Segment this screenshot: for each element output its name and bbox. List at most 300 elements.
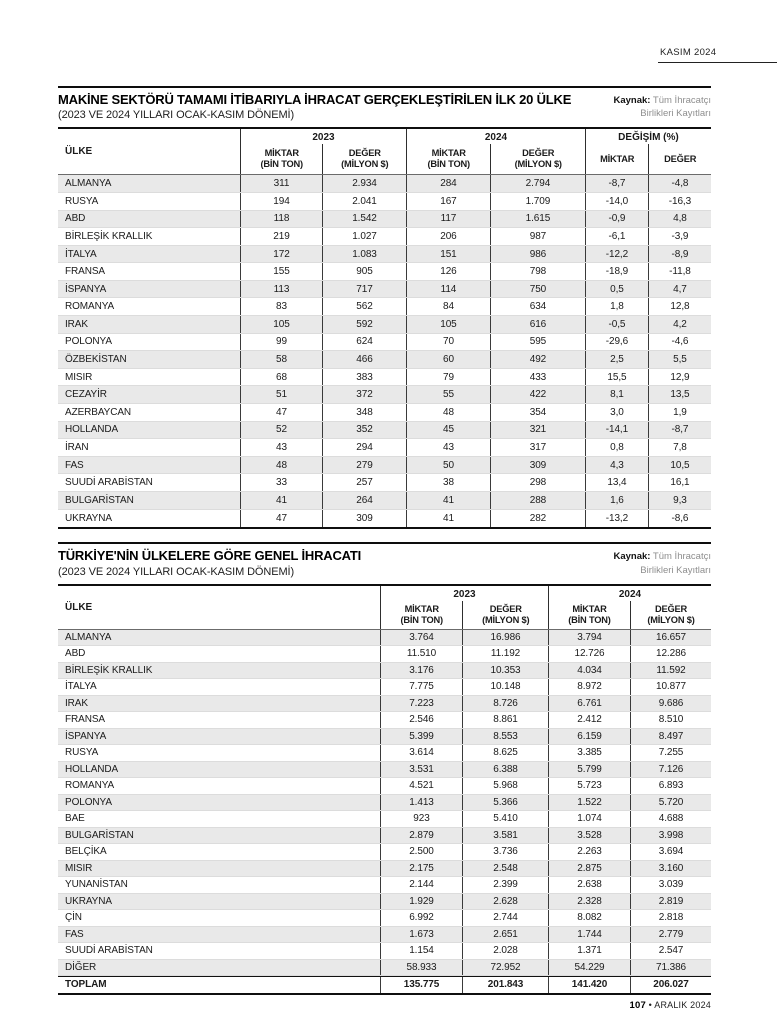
country-cell: ÇİN xyxy=(65,912,82,924)
value-cell: 6.893 xyxy=(630,778,711,794)
value-cell: -14,1 xyxy=(585,422,648,439)
value-cell: 309 xyxy=(322,510,406,528)
value-cell: 294 xyxy=(322,439,406,456)
value-cell: 1.371 xyxy=(548,943,630,959)
value-cell: 4.521 xyxy=(380,778,462,794)
value-cell: 16.986 xyxy=(462,630,548,646)
value-cell: 5.410 xyxy=(462,811,548,827)
country-cell: POLONYA xyxy=(65,336,112,348)
value-cell: -4,8 xyxy=(648,175,711,192)
value-cell: 8.972 xyxy=(548,679,630,695)
value-cell: 1.615 xyxy=(490,211,585,228)
table1-body xyxy=(58,175,711,529)
value-cell: 8,1 xyxy=(585,386,648,403)
value-cell: 3.614 xyxy=(380,745,462,761)
value-cell: 5.366 xyxy=(462,795,548,811)
value-cell: 0,5 xyxy=(585,281,648,298)
country-cell: İTALYA xyxy=(65,248,97,260)
footer-date: ARALIK 2024 xyxy=(654,999,711,1010)
value-cell: 1.542 xyxy=(322,211,406,228)
value-cell: 348 xyxy=(322,404,406,421)
value-cell: 47 xyxy=(240,404,322,421)
table-general-exports xyxy=(58,584,711,995)
value-cell: 118 xyxy=(240,211,322,228)
value-cell: 1,9 xyxy=(648,404,711,421)
value-cell: 83 xyxy=(240,298,322,315)
value-cell: 155 xyxy=(240,263,322,280)
kaynak-label: Kaynak: xyxy=(613,95,651,106)
value-cell: 38 xyxy=(406,474,490,491)
value-cell: 10,5 xyxy=(648,457,711,474)
value-cell: 257 xyxy=(322,474,406,491)
value-cell: 466 xyxy=(322,351,406,368)
value-cell: 45 xyxy=(406,422,490,439)
page-content xyxy=(58,0,711,1011)
value-cell: 194 xyxy=(240,193,322,210)
value-cell: 1.074 xyxy=(548,811,630,827)
value-cell: 52 xyxy=(240,422,322,439)
value-cell: 5.399 xyxy=(380,729,462,745)
table-row xyxy=(58,386,711,404)
value-cell: 60 xyxy=(406,351,490,368)
value-cell: 2.144 xyxy=(380,877,462,893)
table-row xyxy=(58,334,711,352)
table2-header xyxy=(58,584,711,630)
subcol-change-miktar-header: MİKTAR xyxy=(600,153,635,164)
value-cell: 2.875 xyxy=(548,861,630,877)
value-cell: 2.399 xyxy=(462,877,548,893)
value-cell: 4.688 xyxy=(630,811,711,827)
value-cell: 43 xyxy=(240,439,322,456)
table-row xyxy=(58,762,711,779)
group-2024-label: 2024 xyxy=(484,132,508,144)
subcol-miktar-2023-header: MİKTAR (BİN TON) xyxy=(260,148,303,170)
table1-subtitle: (2023 VE 2024 YILLARI OCAK-KASIM DÖNEMİ) xyxy=(58,109,295,122)
value-cell: 2.547 xyxy=(630,943,711,959)
value-cell: 311 xyxy=(240,175,322,192)
value-cell: 8.726 xyxy=(462,696,548,712)
value-cell: 2.638 xyxy=(548,877,630,893)
value-cell: 5,5 xyxy=(648,351,711,368)
country-cell: SUUDİ ARABİSTAN xyxy=(65,477,153,489)
value-cell: 41 xyxy=(406,510,490,528)
value-cell: 433 xyxy=(490,369,585,386)
table-row xyxy=(58,404,711,422)
value-cell: 84 xyxy=(406,298,490,315)
value-cell: 3.528 xyxy=(548,828,630,844)
value-cell: 2.500 xyxy=(380,844,462,860)
value-cell: -6,1 xyxy=(585,228,648,245)
page-date: KASIM 2024 xyxy=(660,47,717,58)
value-cell: 8.861 xyxy=(462,712,548,728)
table-row xyxy=(58,263,711,281)
country-cell: FRANSA xyxy=(65,714,105,726)
country-cell: İSPANYA xyxy=(65,730,107,742)
value-cell: 1,8 xyxy=(585,298,648,315)
value-cell: 2.794 xyxy=(490,175,585,192)
kaynak-value-line2: Birlikleri Kayıtları xyxy=(640,108,711,120)
value-cell: 3.176 xyxy=(380,663,462,679)
value-cell: 592 xyxy=(322,316,406,333)
value-cell: 5.723 xyxy=(548,778,630,794)
table1-title: MAKİNE SEKTÖRÜ TAMAMI İTİBARIYLA İHRACAT GERÇEKLEŞTİRİLEN İLK 20 ÜLKE xyxy=(58,92,572,107)
total-row xyxy=(58,976,711,993)
value-cell: 4.034 xyxy=(548,663,630,679)
value-cell: 68 xyxy=(240,369,322,386)
value-cell: -8,7 xyxy=(648,422,711,439)
value-cell: 201.843 xyxy=(462,977,548,993)
value-cell: 172 xyxy=(240,246,322,263)
value-cell: 41 xyxy=(240,492,322,509)
value-cell: 12.286 xyxy=(630,646,711,662)
value-cell: 634 xyxy=(490,298,585,315)
value-cell: 6.159 xyxy=(548,729,630,745)
value-cell: 8.625 xyxy=(462,745,548,761)
value-cell: 5.720 xyxy=(630,795,711,811)
value-cell: 2.879 xyxy=(380,828,462,844)
value-cell: 5.799 xyxy=(548,762,630,778)
subcol-change-deger-header: DEĞER xyxy=(648,144,711,174)
value-cell: 13,5 xyxy=(648,386,711,403)
value-cell: 4,7 xyxy=(648,281,711,298)
value-cell: 284 xyxy=(406,175,490,192)
value-cell: 3.581 xyxy=(462,828,548,844)
country-cell: İSPANYA xyxy=(65,283,107,295)
country-cell: CEZAYİR xyxy=(65,389,107,401)
table-row xyxy=(58,960,711,977)
value-cell: 2.628 xyxy=(462,894,548,910)
table-row xyxy=(58,298,711,316)
value-cell: 48 xyxy=(406,404,490,421)
source-note xyxy=(613,92,711,121)
value-cell: 3.998 xyxy=(630,828,711,844)
value-cell: 6.388 xyxy=(462,762,548,778)
table-row xyxy=(58,228,711,246)
country-cell: ROMANYA xyxy=(65,301,115,313)
country-cell: BİRLEŞİK KRALLIK xyxy=(65,664,153,676)
page-number: 107 xyxy=(629,999,646,1011)
value-cell: 2.651 xyxy=(462,927,548,943)
country-cell: BULGARİSTAN xyxy=(65,494,134,506)
value-cell: 3.764 xyxy=(380,630,462,646)
value-cell: 3.385 xyxy=(548,745,630,761)
table-row xyxy=(58,369,711,387)
value-cell: 54.229 xyxy=(548,960,630,976)
value-cell: -11,8 xyxy=(648,263,711,280)
table-row xyxy=(58,861,711,878)
country-cell: IRAK xyxy=(65,697,88,709)
country-cell: DİĞER xyxy=(65,961,97,973)
subcol-miktar-2024-header: MİKTAR (BİN TON) xyxy=(568,603,611,625)
value-cell: 1.744 xyxy=(548,927,630,943)
table-row xyxy=(58,246,711,264)
value-cell: 206.027 xyxy=(630,977,711,993)
table-row xyxy=(58,712,711,729)
value-cell: 7.126 xyxy=(630,762,711,778)
table2-body xyxy=(58,630,711,995)
table-row xyxy=(58,679,711,696)
value-cell: 6.761 xyxy=(548,696,630,712)
value-cell: 1.709 xyxy=(490,193,585,210)
value-cell: 298 xyxy=(490,474,585,491)
kaynak-label: Kaynak: xyxy=(613,551,651,563)
value-cell: 219 xyxy=(240,228,322,245)
value-cell: 41 xyxy=(406,492,490,509)
value-cell: 750 xyxy=(490,281,585,298)
table-row xyxy=(58,510,711,528)
table1-header xyxy=(58,127,711,175)
value-cell: 99 xyxy=(240,334,322,351)
table-row xyxy=(58,422,711,440)
value-cell: 2.818 xyxy=(630,910,711,926)
value-cell: 2.934 xyxy=(322,175,406,192)
value-cell: 4,2 xyxy=(648,316,711,333)
country-cell: HOLLANDA xyxy=(65,763,119,775)
group-change-header xyxy=(585,129,711,174)
value-cell: -4,6 xyxy=(648,334,711,351)
value-cell: 8.510 xyxy=(630,712,711,728)
table2-title: TÜRKİYE'NİN ÜLKELERE GÖRE GENEL İHRACATI xyxy=(58,548,362,564)
value-cell: 11.592 xyxy=(630,663,711,679)
value-cell: 2.546 xyxy=(380,712,462,728)
subcol-deger-2023-header: DEĞER (MİLYON $) xyxy=(462,601,548,629)
table-row xyxy=(58,877,711,894)
value-cell: 151 xyxy=(406,246,490,263)
value-cell: 55 xyxy=(406,386,490,403)
kaynak-value-line2: Birlikleri Kayıtları xyxy=(640,564,711,576)
value-cell: 10.353 xyxy=(462,663,548,679)
value-cell: 58 xyxy=(240,351,322,368)
table-row xyxy=(58,943,711,960)
value-cell: 1,6 xyxy=(585,492,648,509)
value-cell: 2,5 xyxy=(585,351,648,368)
value-cell: 2.819 xyxy=(630,894,711,910)
value-cell: 798 xyxy=(490,263,585,280)
value-cell: 317 xyxy=(490,439,585,456)
value-cell: 16.657 xyxy=(630,630,711,646)
country-cell: YUNANİSTAN xyxy=(65,879,128,891)
value-cell: 422 xyxy=(490,386,585,403)
table-row xyxy=(58,844,711,861)
table-row xyxy=(58,663,711,680)
value-cell: 2.028 xyxy=(462,943,548,959)
country-cell: FAS xyxy=(65,928,84,940)
country-cell: FAS xyxy=(65,459,84,471)
value-cell: 595 xyxy=(490,334,585,351)
country-cell: IRAK xyxy=(65,318,88,330)
table2-subtitle: (2023 VE 2024 YILLARI OCAK-KASIM DÖNEMİ) xyxy=(58,565,295,578)
value-cell: 10.148 xyxy=(462,679,548,695)
value-cell: 47 xyxy=(240,510,322,528)
value-cell: 321 xyxy=(490,422,585,439)
value-cell: 905 xyxy=(322,263,406,280)
table-row xyxy=(58,351,711,369)
value-cell: 58.933 xyxy=(380,960,462,976)
value-cell: -12,2 xyxy=(585,246,648,263)
value-cell: 135.775 xyxy=(380,977,462,993)
value-cell: 3.694 xyxy=(630,844,711,860)
value-cell: -8,9 xyxy=(648,246,711,263)
value-cell: 10.877 xyxy=(630,679,711,695)
value-cell: 79 xyxy=(406,369,490,386)
country-cell: İRAN xyxy=(65,442,89,454)
country-cell: ABD xyxy=(65,213,86,225)
value-cell: 141.420 xyxy=(548,977,630,993)
subcol-miktar-2024-header: MİKTAR (BİN TON) xyxy=(427,148,470,170)
value-cell: -8,6 xyxy=(648,510,711,528)
country-cell: BELÇİKA xyxy=(65,846,107,858)
value-cell: 0,8 xyxy=(585,439,648,456)
page-footer xyxy=(58,1000,711,1011)
value-cell: 15,5 xyxy=(585,369,648,386)
value-cell: 2.175 xyxy=(380,861,462,877)
value-cell: 3.039 xyxy=(630,877,711,893)
value-cell: 987 xyxy=(490,228,585,245)
value-cell: 11.192 xyxy=(462,646,548,662)
value-cell: 72.952 xyxy=(462,960,548,976)
country-cell: ÖZBEKİSTAN xyxy=(65,354,127,366)
subcol-deger-2024-header: DEĞER (MİLYON $) xyxy=(630,601,711,629)
value-cell: 1.929 xyxy=(380,894,462,910)
country-cell: ABD xyxy=(65,648,86,660)
group-2023-header xyxy=(240,129,406,174)
value-cell: -0,9 xyxy=(585,211,648,228)
value-cell: 279 xyxy=(322,457,406,474)
value-cell: 3.794 xyxy=(548,630,630,646)
country-cell: FRANSA xyxy=(65,266,105,278)
group-2024-header xyxy=(548,586,711,629)
table-row xyxy=(58,175,711,193)
value-cell: 70 xyxy=(406,334,490,351)
value-cell: 2.263 xyxy=(548,844,630,860)
value-cell: 3,0 xyxy=(585,404,648,421)
value-cell: 2.412 xyxy=(548,712,630,728)
value-cell: 167 xyxy=(406,193,490,210)
table-machine-top20 xyxy=(58,127,711,529)
value-cell: 986 xyxy=(490,246,585,263)
country-cell: POLONYA xyxy=(65,796,112,808)
value-cell: 206 xyxy=(406,228,490,245)
value-cell: 354 xyxy=(490,404,585,421)
table-row xyxy=(58,457,711,475)
value-cell: 105 xyxy=(406,316,490,333)
value-cell: 8.082 xyxy=(548,910,630,926)
table-row xyxy=(58,894,711,911)
group-2023-header xyxy=(380,586,548,629)
value-cell: 1.027 xyxy=(322,228,406,245)
value-cell: -14,0 xyxy=(585,193,648,210)
country-cell: BULGARİSTAN xyxy=(65,829,134,841)
value-cell: 1.522 xyxy=(548,795,630,811)
table-row xyxy=(58,696,711,713)
value-cell: 114 xyxy=(406,281,490,298)
table-row xyxy=(58,193,711,211)
value-cell: 71.386 xyxy=(630,960,711,976)
value-cell: 2.779 xyxy=(630,927,711,943)
footer-bullet: • xyxy=(648,999,653,1010)
table2-title-row xyxy=(58,544,711,583)
country-cell: ALMANYA xyxy=(65,178,112,190)
table-row xyxy=(58,778,711,795)
value-cell: 8.497 xyxy=(630,729,711,745)
country-cell: ALMANYA xyxy=(65,631,112,643)
value-cell: 9,3 xyxy=(648,492,711,509)
value-cell: 12,8 xyxy=(648,298,711,315)
value-cell: 383 xyxy=(322,369,406,386)
value-cell: 11.510 xyxy=(380,646,462,662)
value-cell: 309 xyxy=(490,457,585,474)
value-cell: 12,9 xyxy=(648,369,711,386)
value-cell: -0,5 xyxy=(585,316,648,333)
group-change-label: DEĞİŞİM (%) xyxy=(618,132,679,144)
table-row xyxy=(58,927,711,944)
value-cell: 50 xyxy=(406,457,490,474)
value-cell: 282 xyxy=(490,510,585,528)
country-cell: MISIR xyxy=(65,371,93,383)
group-2024-label: 2024 xyxy=(618,588,642,600)
table1-title-row xyxy=(58,88,711,127)
value-cell: 492 xyxy=(490,351,585,368)
table-row xyxy=(58,630,711,647)
table-row xyxy=(58,729,711,746)
value-cell: 264 xyxy=(322,492,406,509)
group-2023-label: 2023 xyxy=(312,132,335,144)
value-cell: 9.686 xyxy=(630,696,711,712)
value-cell: 7.223 xyxy=(380,696,462,712)
value-cell: 2.041 xyxy=(322,193,406,210)
value-cell: -3,9 xyxy=(648,228,711,245)
value-cell: 117 xyxy=(406,211,490,228)
group-2023-label: 2023 xyxy=(453,588,476,600)
value-cell: 126 xyxy=(406,263,490,280)
country-cell: AZERBAYCAN xyxy=(65,406,132,418)
table-row xyxy=(58,795,711,812)
subcol-deger-2024-header: DEĞER (MİLYON $) xyxy=(490,144,585,174)
value-cell: 113 xyxy=(240,281,322,298)
value-cell: 1.154 xyxy=(380,943,462,959)
value-cell: 2.744 xyxy=(462,910,548,926)
country-cell: ROMANYA xyxy=(65,780,115,792)
value-cell: 616 xyxy=(490,316,585,333)
table-row xyxy=(58,316,711,334)
value-cell: -29,6 xyxy=(585,334,648,351)
table-row xyxy=(58,910,711,927)
value-cell: -18,9 xyxy=(585,263,648,280)
group-2024-header xyxy=(406,129,585,174)
value-cell: 288 xyxy=(490,492,585,509)
table-row xyxy=(58,492,711,510)
value-cell: 13,4 xyxy=(585,474,648,491)
country-cell: HOLLANDA xyxy=(65,424,119,436)
table-row xyxy=(58,211,711,229)
kaynak-value-line1: Tüm İhracatçı xyxy=(652,551,711,563)
table-row xyxy=(58,439,711,457)
source-note xyxy=(613,548,711,577)
section-machine-exports xyxy=(58,86,711,529)
value-cell: 3.531 xyxy=(380,762,462,778)
value-cell: 7,8 xyxy=(648,439,711,456)
value-cell: 8.553 xyxy=(462,729,548,745)
value-cell: 16,1 xyxy=(648,474,711,491)
value-cell: 3.160 xyxy=(630,861,711,877)
value-cell: 105 xyxy=(240,316,322,333)
subcol-miktar-2023-header: MİKTAR (BİN TON) xyxy=(400,603,443,625)
col-country-header: ÜLKE xyxy=(65,601,93,613)
value-cell: 4,8 xyxy=(648,211,711,228)
kaynak-value-line1: Tüm İhracatçı xyxy=(652,95,711,106)
value-cell: -13,2 xyxy=(585,510,648,528)
value-cell: 7.775 xyxy=(380,679,462,695)
